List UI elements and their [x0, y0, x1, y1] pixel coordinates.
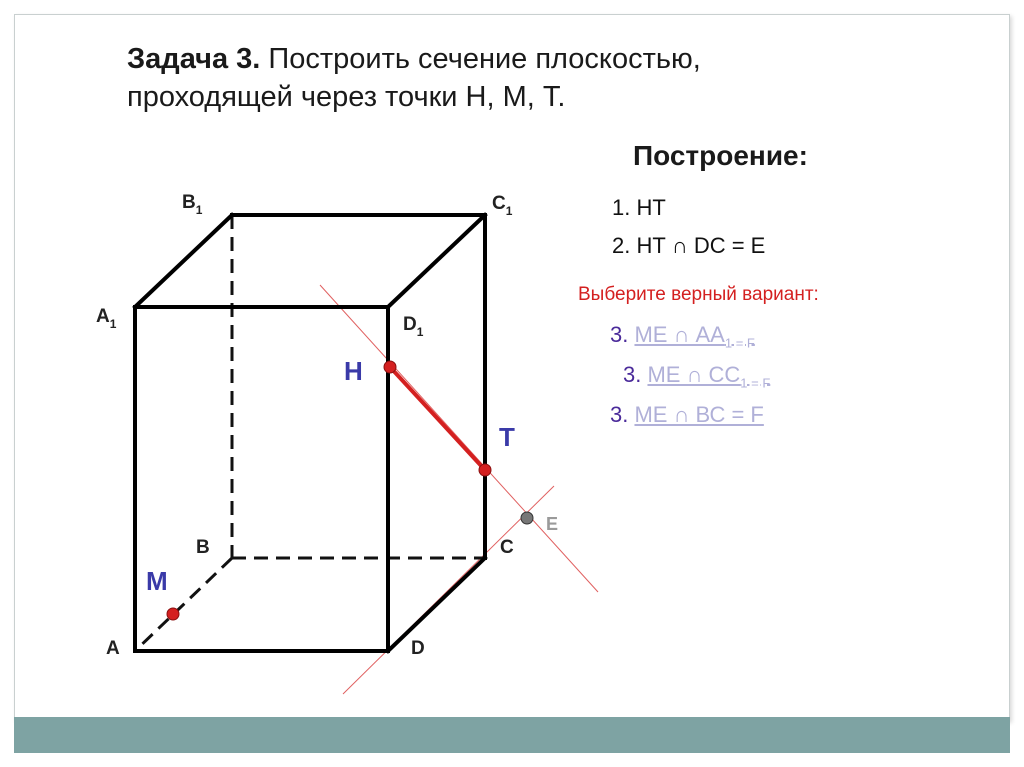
- vertex-c-label: C: [500, 537, 514, 558]
- line-ht-extended: [320, 285, 598, 592]
- choose-prompt: Выберите верный вариант:: [578, 284, 819, 305]
- vertex-d-label: D: [411, 638, 425, 659]
- vertex-a-label: A: [106, 638, 120, 659]
- vertex-b-label: B: [196, 537, 210, 558]
- vertex-a1-label: $A_1$: [96, 306, 117, 331]
- edge-dc: [388, 558, 485, 651]
- task-text: Построить сечение плоскостью, проходящей через точки Н, М, Т.: [127, 43, 701, 113]
- option-2-number: 3.: [623, 362, 648, 387]
- point-h-label: Н: [344, 356, 363, 386]
- task-number: Задача 3.: [127, 43, 261, 75]
- edge-c1d1: [388, 215, 485, 307]
- point-t-marker: [479, 464, 491, 476]
- point-t-label: Т: [499, 422, 515, 452]
- option-2-text[interactable]: МЕ ∩ $СС_{1 = F}$: [647, 362, 771, 391]
- option-3-text[interactable]: МЕ ∩ ВС = F: [634, 402, 764, 427]
- option-3-number: 3.: [610, 402, 635, 427]
- construction-step-1: 1. НТ: [612, 195, 666, 220]
- construction-heading: Построение:: [633, 140, 808, 171]
- option-1-text[interactable]: МЕ ∩ $АА_{1 = F}$: [634, 322, 755, 351]
- vertex-d1-label: $D_1$: [403, 314, 424, 339]
- vertex-c1-label: $C_1$: [492, 193, 513, 218]
- vertex-b1-label: $B_1$: [182, 192, 203, 217]
- point-e-marker: [521, 512, 533, 524]
- point-m-label: М: [146, 566, 168, 596]
- point-e-label: Е: [546, 514, 559, 534]
- edge-a1b1: [135, 215, 232, 307]
- option-1-number: 3.: [610, 322, 635, 347]
- construction-step-2: 2. НТ ∩ DC = Е: [612, 233, 766, 258]
- point-m-marker: [167, 608, 179, 620]
- segment-ht: [390, 367, 485, 470]
- point-h-marker: [384, 361, 396, 373]
